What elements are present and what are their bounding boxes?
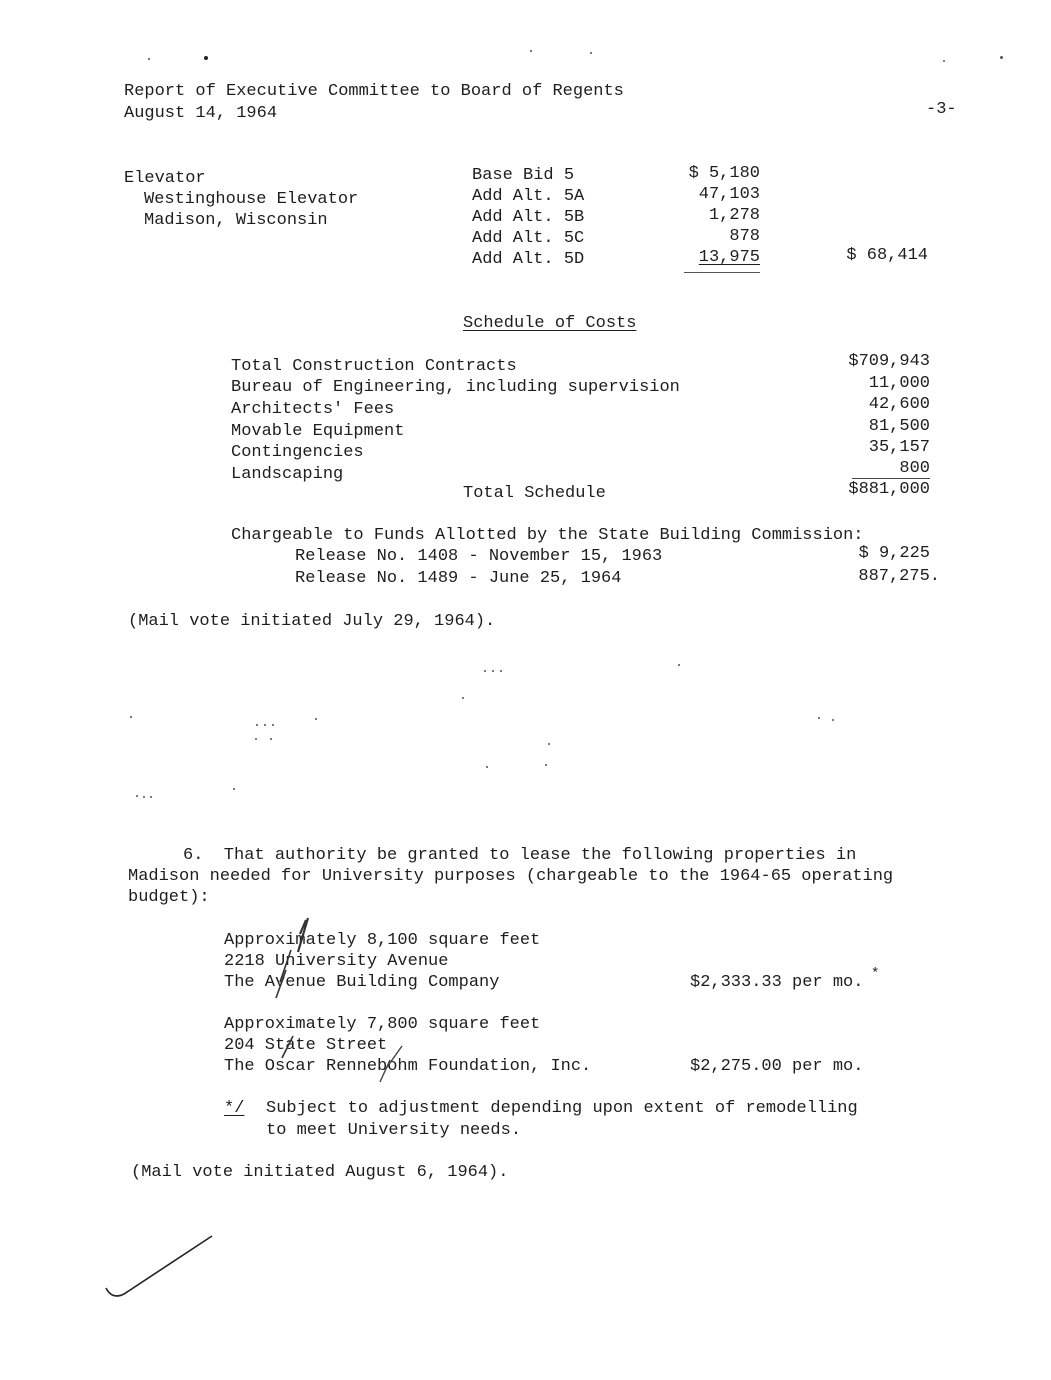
release-label: Release No. 1408 - November 15, 1963 [295, 547, 663, 566]
schedule-item-label: Landscaping [231, 465, 344, 484]
property-address: 204 State Street [224, 1036, 388, 1055]
bid-label: Add Alt. 5A [472, 187, 585, 206]
release-amount: $ 9,225 [858, 544, 930, 563]
schedule-item-amount: 35,157 [868, 438, 930, 457]
elevator-total: $ 68,414 [846, 246, 928, 265]
item6-line2: Madison needed for University purposes (chargeable to the 1964-65 operating [128, 867, 894, 886]
property-owner: The Oscar Rennebohm Foundation, Inc. [224, 1057, 592, 1076]
footnote-text: Subject to adjustment depending upon extent of remodelling [266, 1099, 858, 1118]
footnote-marker: * [871, 966, 880, 982]
schedule-item-label: Total Construction Contracts [231, 357, 517, 376]
mail-vote-note: (Mail vote initiated August 6, 1964). [131, 1163, 509, 1182]
elevator-category: Elevator [124, 169, 206, 188]
schedule-total-label: Total Schedule [463, 484, 606, 503]
bid-amount: 13,975 [698, 248, 760, 267]
item6-line1: 6. That authority be granted to lease the following properties in [183, 846, 857, 865]
property-area: Approximately 7,800 square feet [224, 1015, 541, 1034]
footnote-text: to meet University needs. [266, 1121, 522, 1140]
schedule-item-amount: 800 [899, 459, 930, 478]
release-label: Release No. 1489 - June 25, 1964 [295, 569, 622, 588]
mail-vote-note: (Mail vote initiated July 29, 1964). [128, 612, 496, 631]
property-rent: $2,275.00 per mo. [690, 1057, 864, 1076]
property-owner: The Avenue Building Company [224, 973, 500, 992]
schedule-item-label: Bureau of Engineering, including supervision [231, 378, 680, 397]
bid-label: Add Alt. 5C [472, 229, 585, 248]
schedule-item-amount: $709,943 [848, 352, 930, 371]
schedule-item-amount: 81,500 [868, 417, 930, 436]
schedule-item-label: Movable Equipment [231, 422, 405, 441]
schedule-item-label: Architects' Fees [231, 400, 395, 419]
schedule-item-label: Contingencies [231, 443, 364, 462]
elevator-location: Madison, Wisconsin [144, 211, 328, 230]
report-date: August 14, 1964 [124, 104, 278, 123]
bid-label: Add Alt. 5B [472, 208, 585, 227]
footnote-mark: */ [224, 1099, 245, 1118]
property-address: 2218 University Avenue [224, 952, 449, 971]
property-area: Approximately 8,100 square feet [224, 931, 541, 950]
page-number: -3- [926, 100, 957, 119]
schedule-heading: Schedule of Costs [463, 314, 637, 333]
property-rent: $2,333.33 per mo. [690, 973, 864, 992]
bid-label: Base Bid 5 [472, 166, 575, 185]
schedule-item-amount: 11,000 [868, 374, 930, 393]
bid-label: Add Alt. 5D [472, 250, 585, 269]
schedule-item-amount: 42,600 [868, 395, 930, 414]
schedule-total-amount: $881,000 [848, 480, 930, 499]
report-title: Report of Executive Committee to Board of Regents [124, 82, 624, 101]
bid-amount: 878 [729, 227, 760, 246]
bid-amount: $ 5,180 [688, 164, 760, 183]
release-amount: 887,275. [858, 567, 940, 586]
elevator-contractor: Westinghouse Elevator [144, 190, 359, 209]
funds-heading: Chargeable to Funds Allotted by the State Building Commission: [231, 526, 864, 545]
item6-line3: budget): [128, 888, 210, 907]
bid-amount: 1,278 [708, 206, 760, 225]
bid-amount: 47,103 [698, 185, 760, 204]
